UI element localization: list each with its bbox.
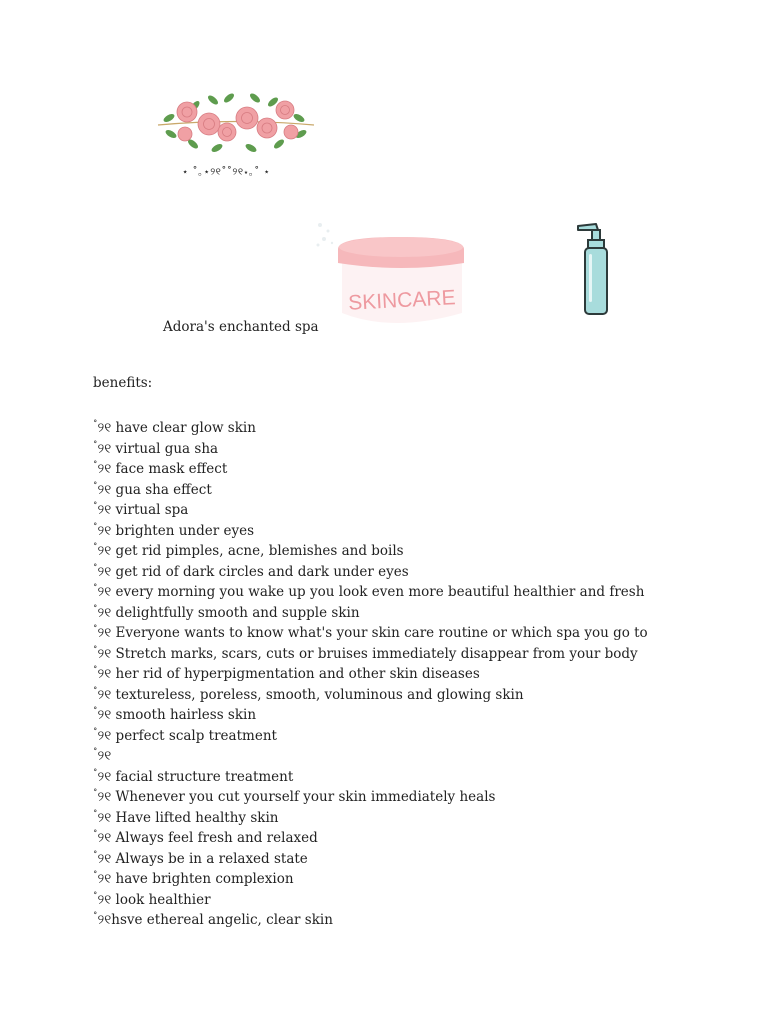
benefit-text: ୨୧ Whenever you cut yourself your skin immediately heals [97,789,496,805]
benefit-item [93,826,648,847]
benefit-text: ୨୧ get rid of dark circles and dark under eyes [97,563,409,580]
benefit-text: ୨୧ [97,748,112,764]
benefit-text: ୨୧ virtual spa [97,502,189,518]
benefit-item [93,867,648,888]
benefit-text: ୨୧ her rid of hyperpigmentation and other skin diseases [97,666,480,682]
bullet-mark: ˚ [93,769,98,780]
jar-label: SKINCARE [347,286,457,315]
bullet-mark: ˚ [93,544,98,554]
bullet-mark: ˚ [93,523,98,534]
skincare-jar-illustration [312,215,472,335]
benefit-text: ୨୧ look healthier [97,891,211,908]
benefit-item [93,642,648,663]
benefit-text: ୨୧ Everyone wants to know what's your skin care routine or which spa you go to [97,625,648,641]
benefit-text: ୨୧ perfect scalp treatment [97,727,277,744]
bullet-mark: ˚ [93,482,98,493]
benefit-item [93,478,648,499]
bullet-mark: ˚ [93,687,98,698]
benefit-item [93,683,648,704]
benefit-item [93,539,648,560]
spa-name-title: Adora's enchanted spa [163,319,319,335]
benefit-text: ୨୧ Have lifted healthy skin [97,809,279,826]
benefit-item [93,744,648,765]
bullet-mark: ˚ [93,892,98,903]
benefit-item [93,662,648,683]
benefit-text: ୨୧ smooth hairless skin [97,707,257,723]
benefits-list [93,416,648,929]
benefit-item [93,785,648,806]
bullet-mark: ˚ [93,441,98,452]
bullet-mark: ˚ [93,851,98,862]
benefit-item [93,888,648,909]
benefit-text: ୨୧ virtual gua sha [97,440,219,457]
benefit-text: ୨୧ every morning you wake up you look even more beautiful healthier and fresh [97,584,645,600]
bullet-mark: ˚ [93,646,98,657]
bullet-mark: ˚ [93,462,98,472]
benefit-text: ୨୧ brighten under eyes [97,522,254,539]
benefit-text: ୨୧ delightfully smooth and supple skin [97,604,360,621]
bullet-mark: ˚ [93,564,98,575]
benefits-heading: benefits: [93,375,153,391]
benefit-item [93,601,648,622]
benefit-item [93,457,648,478]
bullet-mark: ˚ [93,728,98,739]
bullet-mark: ˚ [93,585,98,595]
rose-garland-illustration [155,88,317,158]
benefit-item [93,621,648,642]
bullet-mark: ˚ [93,790,98,800]
benefit-text: ୨୧ have brighten complexion [97,871,294,887]
benefit-text: ୨୧ Always be in a relaxed state [97,850,308,867]
bullet-mark: ˚ [93,708,98,718]
benefit-text: ୨୧ gua sha effect [97,481,212,498]
pump-bottle-illustration [574,220,618,318]
bullet-mark: ˚ [93,749,98,759]
benefit-item [93,703,648,724]
benefit-text: ୨୧ facial structure treatment [97,768,294,785]
benefit-text: ୨୧ get rid pimples, acne, blemishes and boils [97,543,404,559]
benefit-text: ୨୧ face mask effect [97,461,228,477]
benefit-item [93,847,648,868]
bullet-mark: ˚ [93,667,98,677]
bullet-mark: ˚ [93,913,98,923]
benefit-item [93,580,648,601]
benefit-item [93,498,648,519]
bullet-mark: ˚ [93,503,98,513]
benefit-text: ୨୧hsve ethereal angelic, clear skin [97,912,333,928]
star-ornament-text: ⋆ ˚｡⋆୨୧˚˚୨୧⋆｡˚ ⋆ [182,167,271,178]
benefit-text: ୨୧ textureless, poreless, smooth, voluminous and glowing skin [97,686,524,703]
bullet-mark: ˚ [93,831,98,841]
benefit-item [93,519,648,540]
benefit-item [93,416,648,437]
benefit-item [93,806,648,827]
benefit-item [93,437,648,458]
benefit-item [93,560,648,581]
benefit-item [93,724,648,745]
bullet-mark: ˚ [93,810,98,821]
bullet-mark: ˚ [93,626,98,636]
benefit-item [93,908,648,929]
bullet-mark: ˚ [93,872,98,882]
benefit-text: ୨୧ have clear glow skin [97,420,256,436]
benefit-text: ୨୧ Stretch marks, scars, cuts or bruises immediately disappear from your body [97,645,638,662]
benefit-text: ୨୧ Always feel fresh and relaxed [97,830,318,846]
benefit-item [93,765,648,786]
bullet-mark: ˚ [93,605,98,616]
bullet-mark: ˚ [93,421,98,431]
